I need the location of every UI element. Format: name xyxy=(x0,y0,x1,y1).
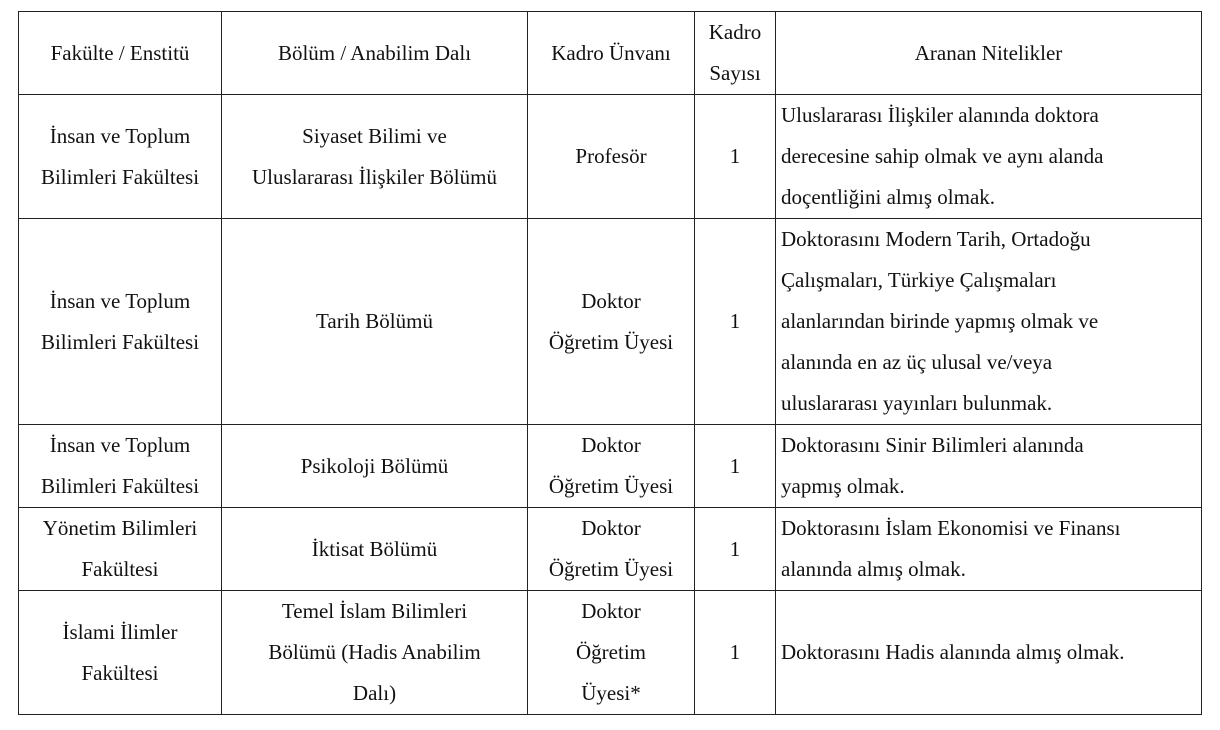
cell-requirements: Doktorasını Hadis alanında almış olmak. xyxy=(776,591,1202,715)
header-requirements: Aranan Nitelikler xyxy=(776,12,1202,95)
table-row xyxy=(19,591,1202,715)
cell-title: Doktor Öğretim Üyesi* xyxy=(528,591,695,715)
header-count: Kadro Sayısı xyxy=(695,12,776,95)
cell-title: Doktor Öğretim Üyesi xyxy=(528,508,695,591)
cell-department: İktisat Bölümü xyxy=(222,508,528,591)
cell-count: 1 xyxy=(695,95,776,219)
cell-title: Doktor Öğretim Üyesi xyxy=(528,219,695,425)
cell-faculty: İnsan ve Toplum Bilimleri Fakültesi xyxy=(19,95,222,219)
cell-title: Doktor Öğretim Üyesi xyxy=(528,425,695,508)
cell-department: Psikoloji Bölümü xyxy=(222,425,528,508)
cell-requirements: Doktorasını İslam Ekonomisi ve Finansı alanında almış olmak. xyxy=(776,508,1202,591)
table-header-row xyxy=(19,12,1202,95)
cell-department: Tarih Bölümü xyxy=(222,219,528,425)
cell-requirements: Uluslararası İlişkiler alanında doktora derecesine sahip olmak ve aynı alanda doçentliğini almış olmak. xyxy=(776,95,1202,219)
cell-department: Temel İslam Bilimleri Bölümü (Hadis Anabilim Dalı) xyxy=(222,591,528,715)
cell-faculty: Yönetim Bilimleri Fakültesi xyxy=(19,508,222,591)
cell-requirements: Doktorasını Sinir Bilimleri alanında yapmış olmak. xyxy=(776,425,1202,508)
header-department: Bölüm / Anabilim Dalı xyxy=(222,12,528,95)
cell-count: 1 xyxy=(695,425,776,508)
staff-positions-table xyxy=(18,11,1202,715)
cell-title: Profesör xyxy=(528,95,695,219)
table-row xyxy=(19,425,1202,508)
cell-requirements: Doktorasını Modern Tarih, Ortadoğu Çalışmaları, Türkiye Çalışmaları alanlarından birinde yapmış olmak ve alanında en az üç ulusal ve/veya uluslararası yayınları bulunmak. xyxy=(776,219,1202,425)
cell-count: 1 xyxy=(695,591,776,715)
cell-count: 1 xyxy=(695,219,776,425)
cell-faculty: İslami İlimler Fakültesi xyxy=(19,591,222,715)
header-faculty: Fakülte / Enstitü xyxy=(19,12,222,95)
table-row xyxy=(19,508,1202,591)
header-title: Kadro Ünvanı xyxy=(528,12,695,95)
table-row xyxy=(19,219,1202,425)
table-row xyxy=(19,95,1202,219)
cell-faculty: İnsan ve Toplum Bilimleri Fakültesi xyxy=(19,425,222,508)
cell-faculty: İnsan ve Toplum Bilimleri Fakültesi xyxy=(19,219,222,425)
cell-count: 1 xyxy=(695,508,776,591)
cell-department: Siyaset Bilimi ve Uluslararası İlişkiler Bölümü xyxy=(222,95,528,219)
